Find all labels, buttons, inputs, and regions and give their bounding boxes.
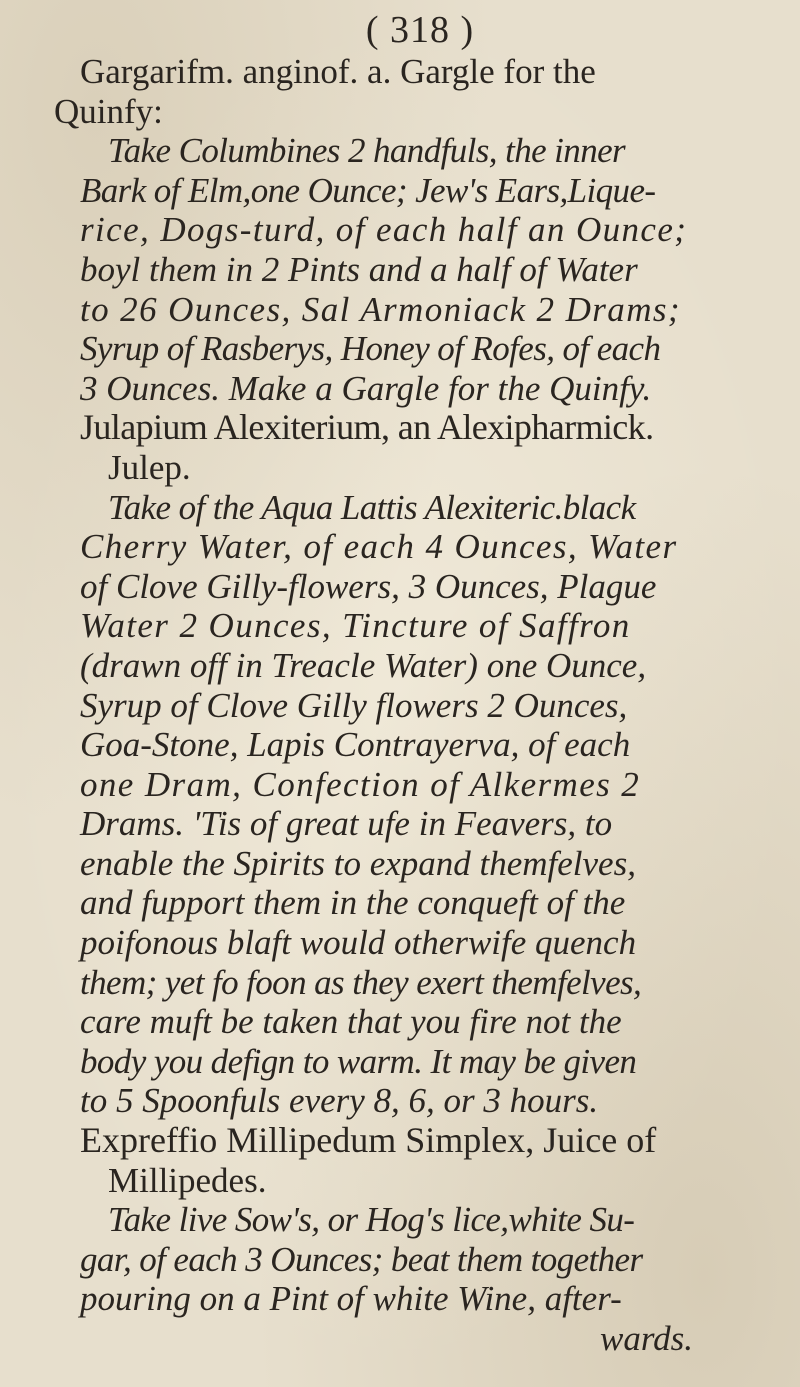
text-line: 3 Ounces. Make a Gargle for the Quinfy. (80, 368, 652, 408)
text-line: Bark of Elm,one Ounce; Jew's Ears,Lique- (80, 170, 656, 210)
text-line: them; yet fo foon as they exert themfelves, (80, 962, 642, 1002)
text-line: Quinfy: (54, 91, 163, 131)
text-line: to 26 Ounces, Sal Armoniack 2 Drams; (80, 289, 681, 329)
text-line: and fupport them in the conqueft of the (80, 883, 626, 923)
recipe-heading: Expreffio Millipedum Simplex, Juice of (80, 1120, 657, 1161)
text-line: (drawn off in Treacle Water) one Ounce, (80, 645, 647, 685)
text-line: Syrup of Clove Gilly flowers 2 Ounces, (80, 685, 628, 725)
text-line: poifonous blaft would otherwife quench (80, 923, 637, 963)
text-line: enable the Spirits to expand themfelves, (80, 843, 636, 883)
text-line: one Dram, Confection of Alkermes 2 (80, 764, 641, 804)
recipe-subheading: Julep. (108, 447, 191, 487)
text-line: Drams. 'Tis of great ufe in Feavers, to (80, 804, 613, 844)
text-line: boyl them in 2 Pints and a half of Water (80, 249, 638, 289)
text-line: Water 2 Ounces, Tincture of Saffron (80, 606, 631, 646)
text-line: gar, of each 3 Ounces; beat them together (80, 1239, 643, 1279)
recipe-subheading: Millipedes. (108, 1160, 267, 1200)
text-line: to 5 Spoonfuls every 8, 6, or 3 hours. (80, 1081, 599, 1121)
text-line: Take of the Aqua Lattis Alexiteric.black (108, 487, 636, 527)
text-line: of Clove Gilly-flowers, 3 Ounces, Plague (80, 566, 657, 606)
text-line: Cherry Water, of each 4 Ounces, Water (80, 527, 678, 567)
text-line: Syrup of Rasberys, Honey of Rofes, of each (80, 329, 661, 369)
page-number: ( 318 ) (365, 9, 475, 51)
text-line: pouring on a Pint of white Wine, after- (80, 1279, 622, 1319)
text-line: Take Columbines 2 handfuls, the inner (108, 131, 626, 171)
text-line: Goa-Stone, Lapis Contrayerva, of each (80, 725, 631, 765)
text-line: care muft be taken that you fire not the (80, 1002, 622, 1042)
recipe-heading: Julapium Alexiterium, an Alexipharmick. (80, 407, 654, 448)
catchword: wards. (600, 1319, 694, 1358)
text-line: Gargarifm. anginof. a. Gargle for the (80, 52, 596, 91)
text-line: Take live Sow's, or Hog's lice,white Su- (108, 1200, 635, 1240)
text-line: rice, Dogs-turd, of each half an Ounce; (80, 210, 688, 250)
text-line: body you defign to warm. It may be given (80, 1041, 637, 1081)
